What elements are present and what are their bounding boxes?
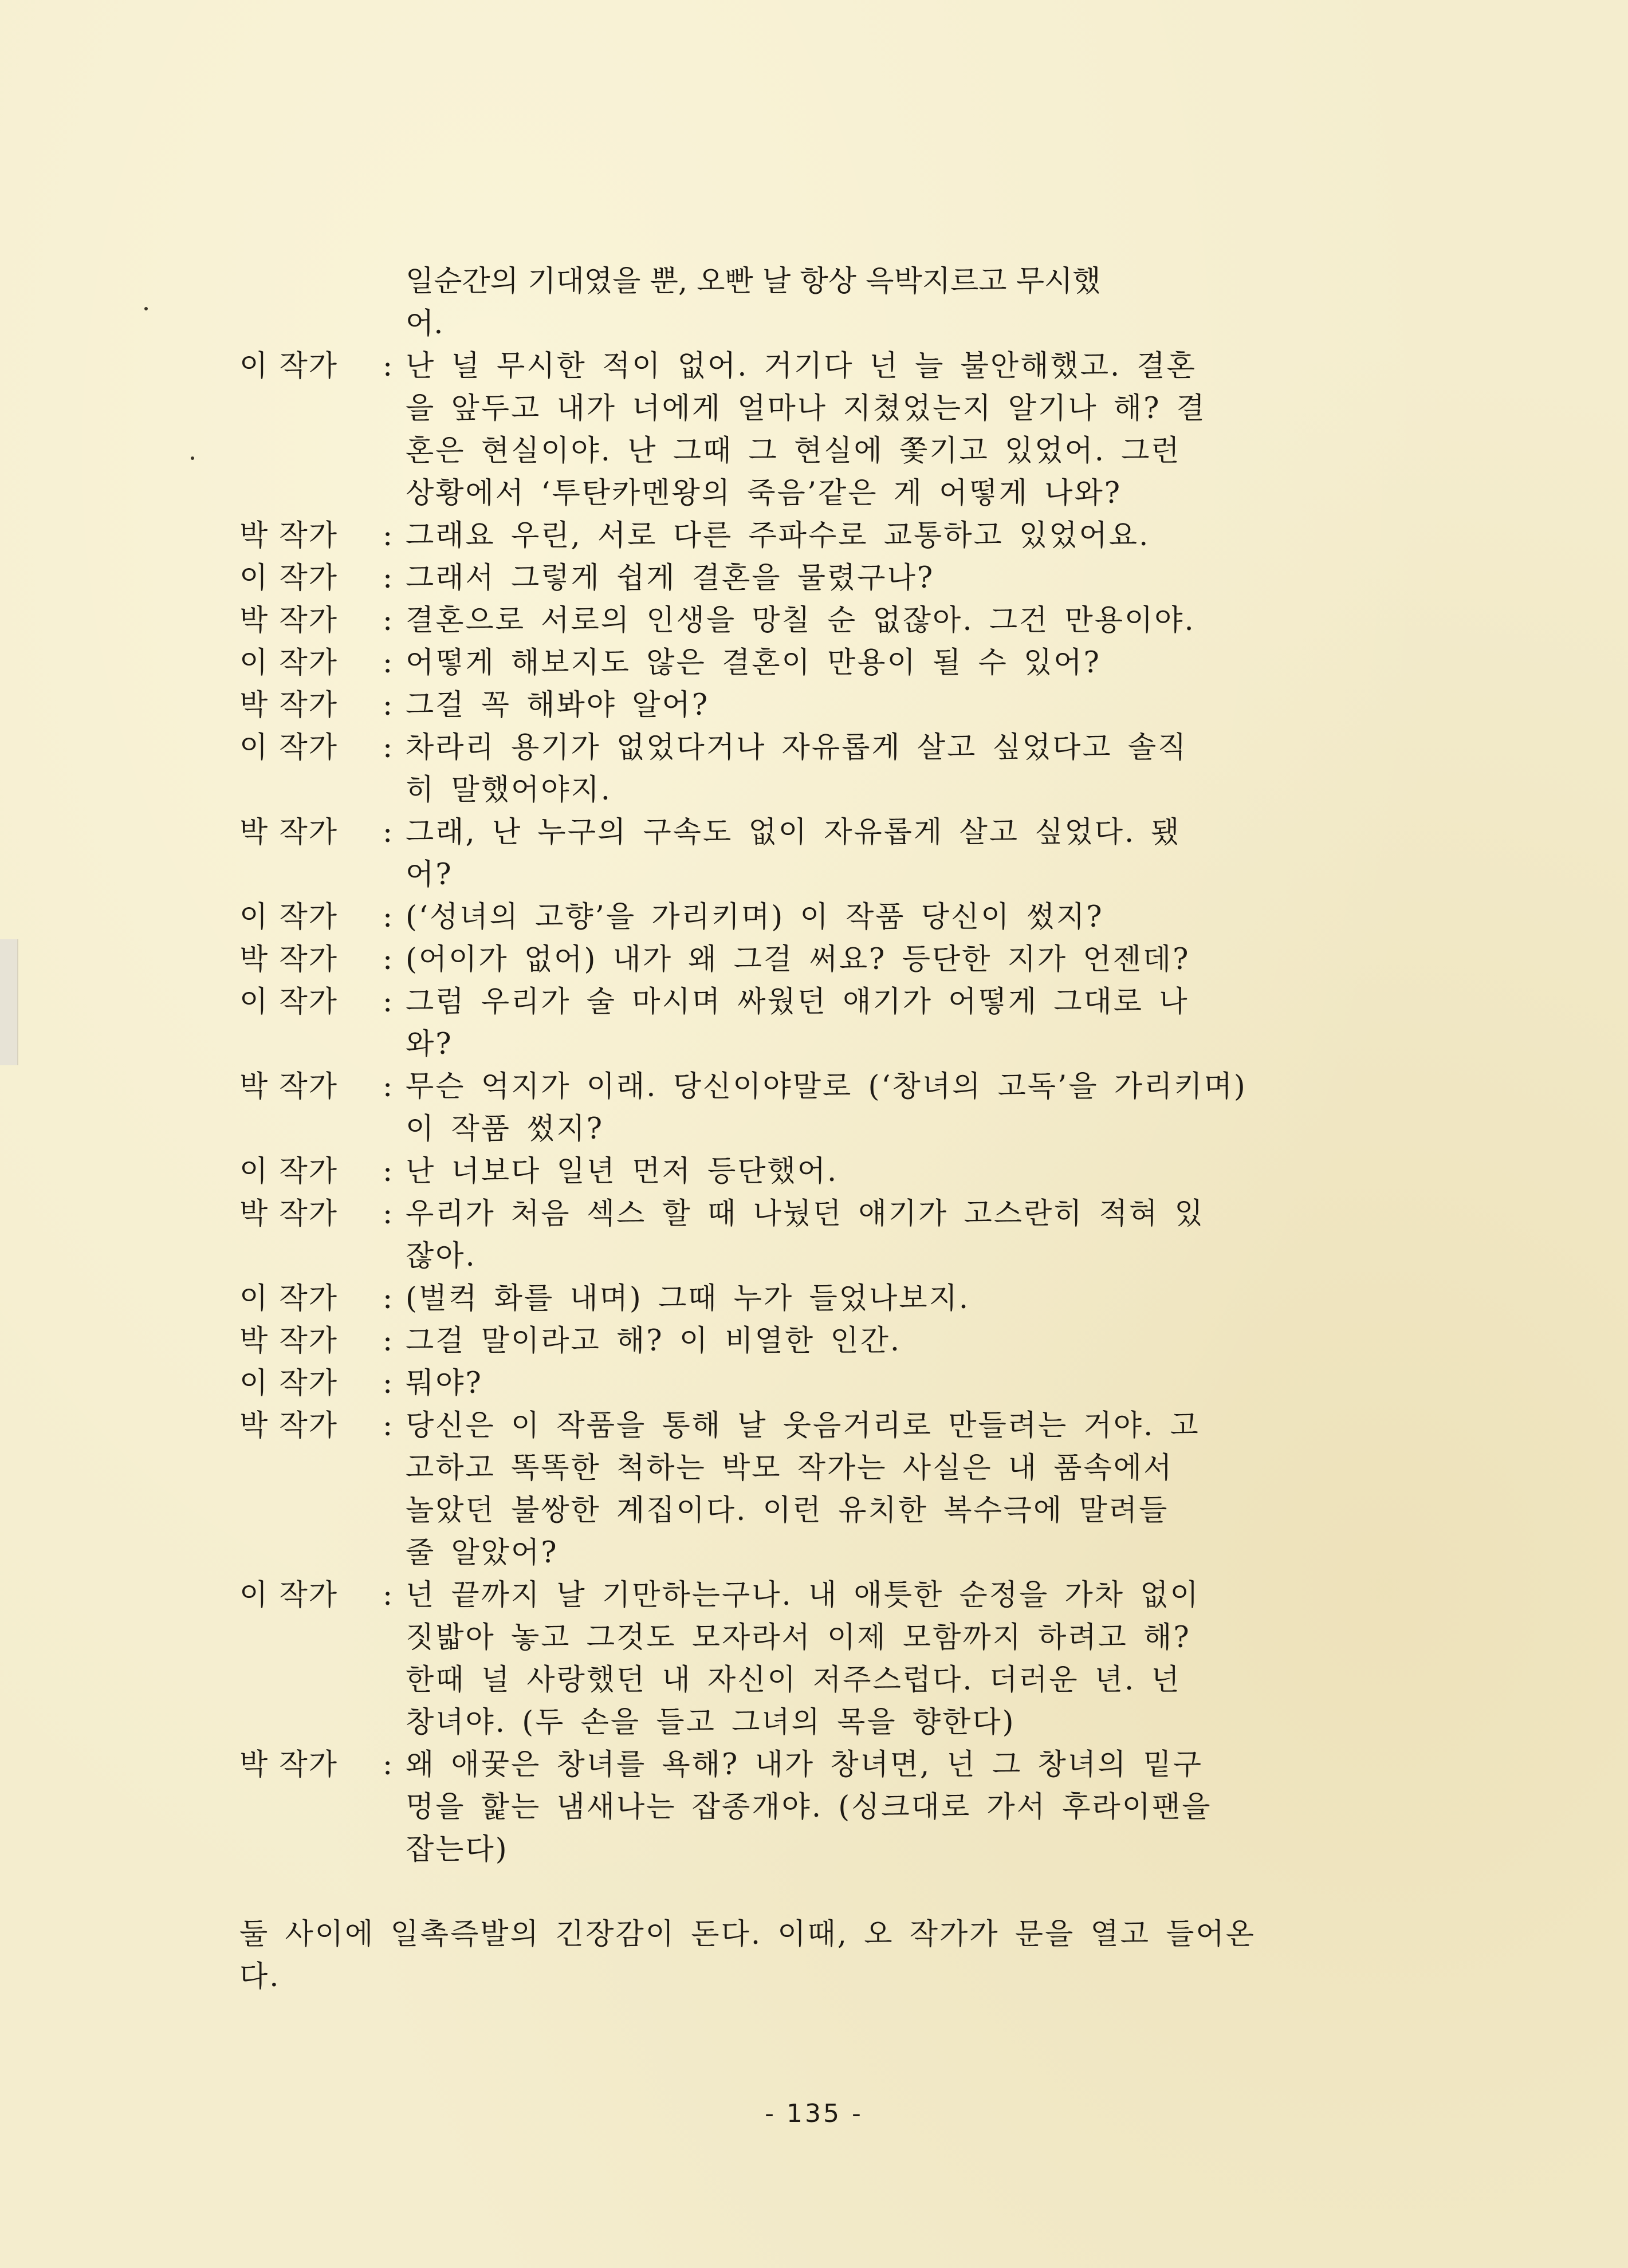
dialogue-text: 결혼으로 서로의 인생을 망칠 순 없잖아. 그건 만용이야. xyxy=(406,604,1196,637)
dialogue-line xyxy=(239,939,1271,981)
dialogue-line xyxy=(239,430,1271,472)
dialogue-line xyxy=(239,769,1271,812)
speaker-name: 박 작가 xyxy=(239,1324,339,1358)
dialogue-line xyxy=(239,1829,1271,1871)
dialogue-line xyxy=(239,1193,1271,1235)
dialogue-line xyxy=(239,472,1271,515)
dialogue-text: 잖아. xyxy=(406,1239,477,1273)
dialogue-line xyxy=(239,642,1271,684)
speaker-colon: : xyxy=(383,816,393,849)
speaker-colon: : xyxy=(383,1367,393,1400)
speaker-colon: : xyxy=(383,1324,393,1358)
speaker-name: 박 작가 xyxy=(239,1748,339,1782)
speaker-name: 이 작가 xyxy=(239,1578,339,1612)
speaker-colon: : xyxy=(383,1578,393,1612)
dialogue-text: 창녀야. (두 손을 들고 그녀의 목을 향한다) xyxy=(406,1706,1016,1739)
speaker-name: 이 작가 xyxy=(239,1282,339,1316)
page-edge-shadow xyxy=(0,939,18,1065)
dialogue-text: 왜 애꿎은 창녀를 욕해? 내가 창녀면, 넌 그 창녀의 밑구 xyxy=(406,1748,1204,1782)
dialogue-line xyxy=(239,1490,1271,1532)
dialogue-text: 줄 알았어? xyxy=(406,1536,559,1570)
speaker-colon: : xyxy=(383,561,393,595)
speaker-colon: : xyxy=(383,688,393,722)
dialogue-text: 잡는다) xyxy=(406,1833,509,1867)
speaker-colon: : xyxy=(383,1748,393,1782)
dialogue-text: 을 앞두고 내가 너에게 얼마나 지쳤었는지 알기나 해? 결 xyxy=(406,392,1206,426)
speaker-name: 박 작가 xyxy=(239,816,339,849)
dialogue-line xyxy=(239,515,1271,557)
speaker-name: 박 작가 xyxy=(239,688,339,722)
dialogue-line xyxy=(239,1023,1271,1066)
speaker-name: 이 작가 xyxy=(239,900,339,934)
dialogue-line xyxy=(239,1278,1271,1320)
dialogue-text: 무슨 억지가 이래. 당신이야말로 (‘창녀의 고독’을 가리키며) xyxy=(406,1070,1247,1104)
speaker-colon: : xyxy=(383,1197,393,1231)
speaker-colon: : xyxy=(383,1409,393,1443)
script-text xyxy=(239,261,1271,1998)
dialogue-line xyxy=(239,1702,1271,1744)
dialogue-text: 난 너보다 일년 먼저 등단했어. xyxy=(406,1155,839,1188)
speaker-name: 이 작가 xyxy=(239,1155,339,1188)
speaker-colon: : xyxy=(383,604,393,637)
dialogue-line xyxy=(239,1659,1271,1702)
dialogue-line xyxy=(239,981,1271,1023)
dialogue-text: 그걸 꼭 해봐야 알어? xyxy=(406,688,710,722)
dialogue-line xyxy=(239,1066,1271,1108)
continuation-line: 어. xyxy=(406,307,443,341)
speaker-name: 박 작가 xyxy=(239,1409,339,1443)
dialogue-text: 혼은 현실이야. 난 그때 그 현실에 쫓기고 있었어. 그런 xyxy=(406,434,1181,468)
dialogue-line xyxy=(239,557,1271,600)
speaker-colon: : xyxy=(383,943,393,976)
dialogue-line xyxy=(239,812,1271,854)
dialogue-line xyxy=(239,600,1271,642)
dialogue-text: 어? xyxy=(406,858,453,892)
dialogue-line xyxy=(239,684,1271,727)
speaker-colon: : xyxy=(383,519,393,553)
stage-direction xyxy=(239,1913,1271,1998)
speck-mark xyxy=(144,307,148,310)
continuation-line: 일순간의 기대였을 뿐, 오빤 날 항상 윽박지르고 무시했 xyxy=(406,265,1101,298)
speaker-name: 박 작가 xyxy=(239,1070,339,1104)
dialogue-text: 멍을 핥는 냄새나는 잡종개야. (싱크대로 가서 후라이팬을 xyxy=(406,1790,1212,1824)
dialogue-text: 그럼 우리가 술 마시며 싸웠던 얘기가 어떻게 그대로 나 xyxy=(406,985,1189,1019)
dialogue-text: 놀았던 불쌍한 계집이다. 이런 유치한 복수극에 말려들 xyxy=(406,1494,1169,1527)
speaker-colon: : xyxy=(383,646,393,680)
dialogue-line xyxy=(239,1447,1271,1490)
speaker-name: 박 작가 xyxy=(239,943,339,976)
dialogue-text: 한때 널 사랑했던 내 자신이 저주스럽다. 더러운 년. 넌 xyxy=(406,1663,1181,1697)
dialogue-text: 그걸 말이라고 해? 이 비열한 인간. xyxy=(406,1324,902,1358)
dialogue-text: 이 작품 썼지? xyxy=(406,1112,604,1146)
speaker-colon: : xyxy=(383,1155,393,1188)
dialogue-line xyxy=(239,1532,1271,1574)
speaker-name: 이 작가 xyxy=(239,731,339,765)
dialogue-line xyxy=(239,345,1271,388)
dialogue-line xyxy=(239,1574,1271,1617)
dialogue-line xyxy=(239,1151,1271,1193)
speaker-colon: : xyxy=(383,900,393,934)
dialogue-text: 뭐야? xyxy=(406,1367,483,1400)
speaker-name: 이 작가 xyxy=(239,646,339,680)
dialogue-text: 넌 끝까지 날 기만하는구나. 내 애틋한 순정을 가차 없이 xyxy=(406,1578,1200,1612)
dialogue-text: 어떻게 해보지도 않은 결혼이 만용이 될 수 있어? xyxy=(406,646,1101,680)
dialogue-line xyxy=(239,854,1271,896)
dialogue-text: 히 말했어야지. xyxy=(406,773,612,807)
speaker-colon: : xyxy=(383,1070,393,1104)
speaker-name: 이 작가 xyxy=(239,561,339,595)
speaker-colon: : xyxy=(383,731,393,765)
dialogue-text: 상황에서 ‘투탄카멘왕의 죽음’같은 게 어떻게 나와? xyxy=(406,477,1122,510)
speaker-colon: : xyxy=(383,1282,393,1316)
dialogue-text: 그래, 난 누구의 구속도 없이 자유롭게 살고 싶었다. 됐 xyxy=(406,816,1181,849)
dialogue-line xyxy=(239,727,1271,769)
dialogue-text: 짓밟아 놓고 그것도 모자라서 이제 모함까지 하려고 해? xyxy=(406,1621,1191,1655)
speaker-name: 박 작가 xyxy=(239,1197,339,1231)
dialogue-line xyxy=(239,1108,1271,1151)
dialogue-line xyxy=(239,388,1271,430)
speaker-name: 이 작가 xyxy=(239,985,339,1019)
speck-mark xyxy=(191,456,194,460)
dialogue-text: 차라리 용기가 없었다거나 자유롭게 살고 싶었다고 솔직 xyxy=(406,731,1188,765)
speaker-colon: : xyxy=(383,349,393,383)
stage-direction-line: 다. xyxy=(239,1960,281,1994)
speaker-name: 이 작가 xyxy=(239,349,339,383)
dialogue-line xyxy=(239,1363,1271,1405)
dialogue-text: 그래요 우린, 서로 다른 주파수로 교통하고 있었어요. xyxy=(406,519,1150,553)
dialogue-line xyxy=(239,1786,1271,1829)
dialogue-text: 고하고 똑똑한 척하는 박모 작가는 사실은 내 품속에서 xyxy=(406,1451,1174,1485)
dialogue-text: 우리가 처음 섹스 할 때 나눴던 얘기가 고스란히 적혀 있 xyxy=(406,1197,1205,1231)
dialogue-line xyxy=(239,1617,1271,1659)
dialogue-line xyxy=(239,1405,1271,1447)
dialogue-line xyxy=(239,896,1271,939)
speaker-name: 박 작가 xyxy=(239,604,339,637)
dialogue-text: (어이가 없어) 내가 왜 그걸 써요? 등단한 지가 언젠데? xyxy=(406,943,1190,976)
dialogue-line xyxy=(239,1320,1271,1363)
dialogue-text: (‘성녀의 고향’을 가리키며) 이 작품 당신이 썼지? xyxy=(406,900,1104,934)
dialogue-line xyxy=(239,1235,1271,1278)
dialogue-text: 당신은 이 작품을 통해 날 웃음거리로 만들려는 거야. 고 xyxy=(406,1409,1200,1443)
stage-direction-line: 둘 사이에 일촉즉발의 긴장감이 돈다. 이때, 오 작가가 문을 열고 들어온 xyxy=(239,1917,1256,1951)
speaker-colon: : xyxy=(383,985,393,1019)
dialogue-text: 그래서 그렇게 쉽게 결혼을 물렸구나? xyxy=(406,561,935,595)
dialogue-line xyxy=(239,1744,1271,1786)
dialogue-text: (벌컥 화를 내며) 그때 누가 들었나보지. xyxy=(406,1282,970,1316)
page-number: - 135 - xyxy=(765,2099,863,2128)
speaker-name: 이 작가 xyxy=(239,1367,339,1400)
dialogue-text: 와? xyxy=(406,1027,453,1061)
dialogue-text: 난 널 무시한 적이 없어. 거기다 넌 늘 불안해했고. 결혼 xyxy=(406,349,1197,383)
speaker-name: 박 작가 xyxy=(239,519,339,553)
